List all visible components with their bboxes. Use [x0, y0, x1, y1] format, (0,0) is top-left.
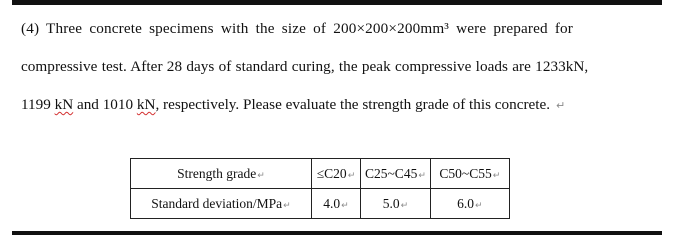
cell-text: 6.0 — [457, 195, 475, 211]
table-cell — [312, 189, 361, 219]
bottom-rule — [12, 231, 662, 235]
cell-mark-icon: ↵ — [492, 170, 501, 181]
paragraph-mark-icon: ↵ — [556, 99, 566, 112]
question-line-2: compressive test. After 28 days of standard curing, the peak compressive loads are 1233kN, — [21, 58, 589, 75]
cell-text: C50~C55 — [439, 165, 492, 181]
question-line-1: (4) Three concrete specimens with the size of 200×200×200mm³ were prepared for — [21, 20, 574, 37]
cell-text: Standard deviation/MPa — [151, 195, 283, 211]
cell-mark-icon: ↵ — [257, 170, 265, 181]
cell-text: ≤C20 — [316, 165, 347, 181]
table-cell — [430, 189, 509, 219]
cell-text: 4.0 — [323, 195, 341, 211]
question-line-3-part-b: and 1010 — [73, 96, 137, 113]
cell-text: 5.0 — [382, 195, 400, 211]
cell-text: Strength grade — [177, 165, 257, 181]
table-cell — [312, 159, 361, 189]
table-cell — [430, 159, 509, 189]
table-cell — [131, 159, 312, 189]
cell-mark-icon: ↵ — [475, 200, 483, 211]
question-line-3-part-a: 1199 — [21, 96, 55, 113]
table-row — [131, 189, 510, 219]
cell-mark-icon: ↵ — [347, 170, 356, 181]
question-line-3 — [21, 86, 661, 124]
cell-mark-icon: ↵ — [341, 200, 349, 211]
cell-text: C25~C45 — [365, 165, 418, 181]
unit-kn-1: kN — [54, 96, 74, 113]
top-rule — [12, 0, 662, 5]
unit-kn-2: kN — [136, 96, 156, 113]
cell-mark-icon: ↵ — [283, 200, 291, 211]
table-cell — [361, 159, 431, 189]
table-header-row — [131, 159, 510, 189]
table-cell — [361, 189, 431, 219]
strength-grade-table — [130, 158, 510, 219]
cell-mark-icon: ↵ — [400, 200, 409, 211]
question-text — [21, 10, 661, 124]
question-line-3-part-c: , respectively. Please evaluate the strength grade of this concrete. — [155, 96, 551, 113]
cell-mark-icon: ↵ — [418, 170, 426, 181]
table-cell — [131, 189, 312, 219]
